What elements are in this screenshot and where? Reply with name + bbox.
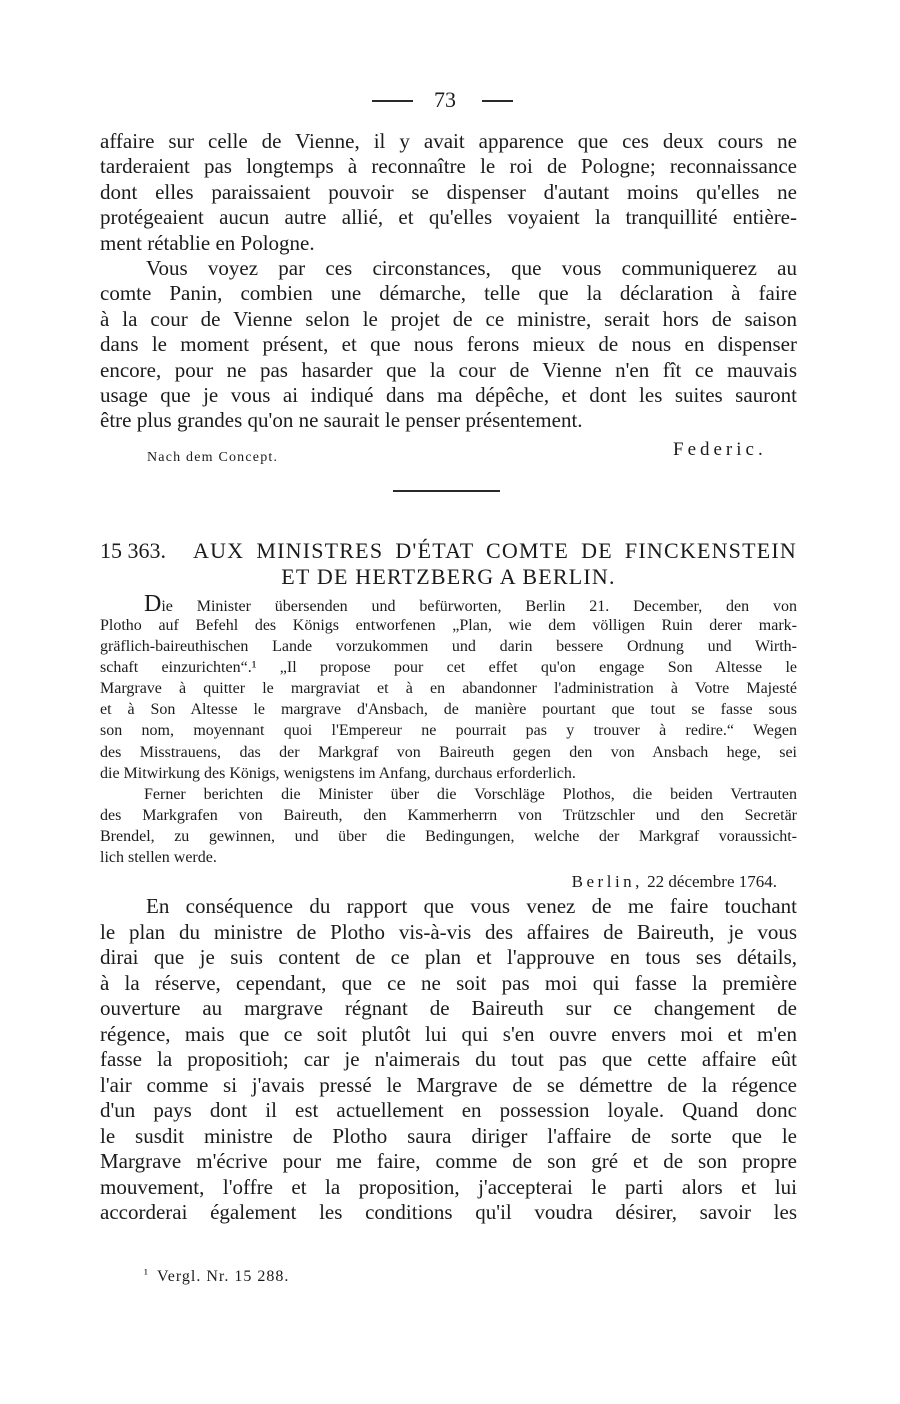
- text-line: tarderaient pas longtemps à reconnaître le roi de Pologne; reconnaissance: [100, 154, 797, 179]
- paragraph: [100, 129, 797, 256]
- text-line: accorderai également les conditions qu'il voudra désirer, savoir les: [100, 1200, 797, 1224]
- text-line: dirai que je suis content de ce plan et l'approuve en tous ses détails,: [100, 945, 797, 969]
- footnote-mark: ¹: [144, 1266, 149, 1281]
- previous-letter-text: [100, 129, 797, 434]
- section-divider: [393, 490, 500, 492]
- text-line: des Misstrauens, das der Markgraf von Baireuth gegen den von Ansbach hege, sei: [100, 743, 797, 761]
- text-line: des Markgrafen von Baireuth, den Kammerherrn von Trützschler und den Secretär: [100, 806, 797, 824]
- dateline-place: Berlin,: [571, 872, 643, 891]
- text-line: En conséquence du rapport que vous venez de me faire touchant: [146, 894, 797, 918]
- source-note: Nach dem Concept.: [147, 450, 279, 465]
- text-line: encore, pour ne pas hasarder que la cour de Vienne n'en fît ce mauvais: [100, 357, 797, 382]
- letter-body: [100, 894, 797, 1226]
- text-line: l'air comme si j'avais pressé le Margrave de se démettre de la régence: [100, 1072, 797, 1097]
- text-line: schaft einzurichten“.¹ „Il propose pour cet effet qu'on engage Son Altesse le: [100, 659, 797, 677]
- text-line: Vous voyez par ces circonstances, que vous communiquerez au: [146, 255, 797, 280]
- text-line: Margrave à quitter le margraviat et à en abandonner l'administration à Votre Majesté: [100, 680, 797, 698]
- text-line: Die Minister übersenden und befürworten, Berlin 21. December, den von: [144, 591, 797, 617]
- text-line: d'un pays dont il est actuellement en possession loyale. Quand donc: [100, 1098, 797, 1122]
- text-line: son nom, moyennant quoi l'Empereur ne pourrait pas y trouver à redire.“ Wegen: [100, 722, 797, 740]
- paragraph: [100, 784, 797, 868]
- text-line: comte Panin, combien une démarche, telle que la déclaration à faire: [100, 281, 797, 306]
- text-line: die Mitwirkung des Königs, wenigstens im Anfang, durchaus erforderlich.: [100, 764, 576, 782]
- text-line: à la réserve, cependant, que ce ne soit pas moi qui fasse la première: [100, 970, 797, 995]
- document-heading: [100, 538, 797, 564]
- text-line: usage que je vous ai indiqué dans ma dépêche, et dont les suites sauront: [100, 382, 797, 407]
- text-line: à la cour de Vienne selon le projet de ce ministre, serait hors de saison: [100, 306, 797, 331]
- text-line: Brendel, zu gewinnen, und über die Bedingungen, welche der Markgraf voraussicht-: [100, 827, 797, 845]
- paragraph: [100, 894, 797, 1226]
- text-line: Ferner berichten die Minister über die Vorschläge Plothos, die beiden Vertrauten: [144, 785, 797, 803]
- text-line: lich stellen werde.: [100, 848, 217, 866]
- text-line: le susdit ministre de Plotho saura diriger l'affaire de sorte que le: [100, 1123, 797, 1148]
- text-line: dont elles paraissaient pouvoir se dispenser d'autant moins qu'elles ne: [100, 179, 797, 204]
- document-title-line: ET DE HERTZBERG A BERLIN.: [281, 564, 616, 589]
- paragraph: [100, 256, 797, 434]
- footnote-text: Vergl. Nr. 15 288.: [157, 1268, 290, 1285]
- text-line: Plotho auf Befehl des Königs entworfenen „Plan, wie dem völligen Ruin derer mark-: [100, 617, 797, 635]
- document-title-line: AUX MINISTRES D'ÉTAT COMTE DE FINCKENSTEIN: [193, 538, 797, 563]
- text-line: régence, mais que ce soit plutôt lui qui s'en ouvre envers moi et m'en: [100, 1021, 797, 1046]
- paragraph: [100, 591, 797, 784]
- document-summary: [100, 591, 797, 868]
- text-line: et à Son Altesse le margrave d'Ansbach, de manière pourtant que tout se fasse sous: [100, 701, 797, 719]
- text-line: Margrave m'écrive pour me faire, comme de son gré et de son propre: [100, 1149, 797, 1173]
- text-line: le plan du ministre de Plotho vis-à-vis des affaires de Baireuth, je vous: [100, 919, 797, 944]
- text-line: gräflich-baireuthischen Lande vorzukommen und darin bessere Ordnung und Wirth-: [100, 638, 797, 656]
- text-line: ouverture au margrave régnant de Baireuth sur ce changement de: [100, 996, 797, 1020]
- page-number: 73: [434, 87, 456, 112]
- text-line: fasse la propositioh; car je n'aimerais du tout pas que cette affaire eût: [100, 1047, 797, 1071]
- text-line: ment rétablie en Pologne.: [100, 230, 315, 255]
- signature: Federic.: [673, 439, 767, 460]
- header-rule-left: [372, 100, 413, 102]
- text-line: protégeaient aucun autre allié, et qu'elles voyaient la tranquillité entière-: [100, 205, 797, 230]
- dateline: [572, 871, 777, 893]
- text-line: être plus grandes qu'on ne saurait le penser présentement.: [100, 408, 583, 433]
- document-number: 15 363.: [100, 538, 166, 563]
- text-line: mouvement, l'offre et la proposition, j'accepterai le parti alors et lui: [100, 1174, 797, 1199]
- text-line: dans le moment présent, et que nous ferons mieux de nous en dispenser: [100, 332, 797, 357]
- dateline-date: 22 décembre 1764.: [647, 872, 777, 891]
- text-line: affaire sur celle de Vienne, il y avait apparence que ces deux cours ne: [100, 129, 797, 153]
- header-rule-right: [482, 100, 513, 102]
- footnote: [144, 1264, 289, 1284]
